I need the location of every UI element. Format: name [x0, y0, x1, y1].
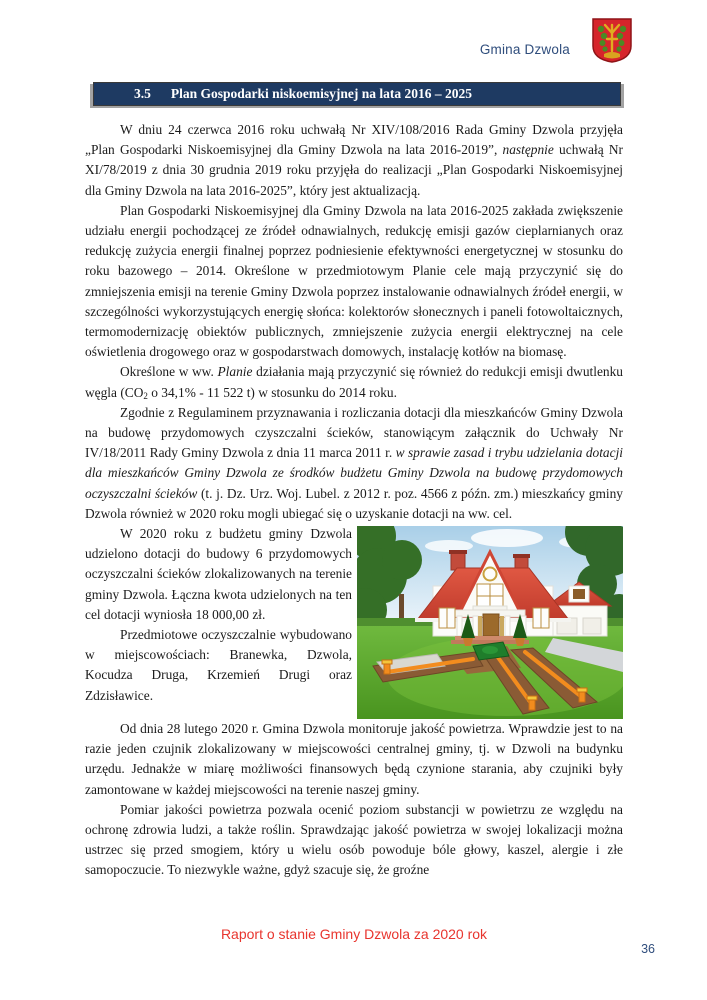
page-number: 36: [641, 942, 655, 956]
text-run: Określone w ww.: [120, 364, 218, 380]
text-run: Plan Gospodarki Niskoemisyjnej dla Gminy Dzwola na lata 2016-2025 zakłada zwiększenie udziału energii pochodzącej ze źródeł odnawialnych, redukcję emisji gazów cieplarnianych oraz redukcję zużycia energii finalnej poprzez podniesienie efektywności energetycznej w stosunku do roku bazowego – 2014. Określone w przedmiotowym Planie cele mają przyczynić się do zmniejszenia emisji na terenie Gminy Dzwola poprzez instalowanie odnawialnych źródeł energii, w szczególności wykorzystujących energię słońca: kolektorów słonecznych i paneli fotowoltaicznych, termomodernizację obiektów publicznych, zmniejszenie zużycia energii elektrycznej na cele oświetlenia drogowego oraz w gospodarstwach domowych, instalację kotłów na biomasę.: [85, 202, 623, 360]
municipality-name: Gmina Dzwola: [479, 42, 570, 57]
text-run-italic: w sprawie zasad i trybu udzielania dotacji dla mieszkańców Gminy Dzwola ze środków budżetu Gminy Dzwola na budowę przydomowych oczyszczalni ścieków: [85, 445, 624, 501]
text-image-row: [85, 524, 623, 719]
section-number: 3.5: [134, 86, 151, 101]
text-run: Zgodnie z Regulaminem przyznawania i rozliczania dotacji dla mieszkańców Gminy Dzwola na budowę przydomowych czyszczalni ścieków, stanowiącym załącznik do Uchwały Nr IV/18/2011 Rady Gminy Dzwola z dnia 11 marca 2011 r.: [85, 404, 623, 461]
left-text-column: [85, 524, 352, 706]
document-body: [85, 120, 623, 881]
footer-report-title: Raport o stanie Gminy Dzwola za 2020 rok: [220, 926, 488, 942]
paragraph-co2-reduction: [85, 362, 623, 402]
section-title: Plan Gospodarki niskoemisyjnej na lata 2016 – 2025: [170, 86, 473, 101]
text-run: uchwałą Nr XI/78/2019 z dnia 30 grudnia 2019 roku przyjęła do realizacji „Plan Gospodarki Niskoemisyjnej dla Gminy Dzwola na lata 2016-2025”, który jest aktualizacją.: [85, 142, 623, 198]
section-heading: [93, 82, 621, 106]
text-run: W dniu 24 czerwca 2016 roku uchwałą Nr XIV/108/2016 Rada Gminy Dzwola przyjęła „Plan Gospodarki Niskoemisyjnej dla Gminy Dzwola na lata 2016-2019”,: [85, 122, 623, 158]
coat-of-arms-icon: [590, 16, 634, 64]
paragraph-plan-adoption: [85, 120, 623, 201]
paragraph-grant-rules: [85, 403, 623, 524]
text-run: Od dnia 28 lutego 2020 r. Gmina Dzwola monitoruje jakość powietrza. Wprawdzie jest to na razie jeden czujnik zlokalizowany w miejscowości centralnej gminy, tj. w Dzwoli na budynku urzędu. Jednakże w miarę możliwości finansowych będą czynione starania, aby czujniki były zamontowane w każdej miejscowości na terenie naszej gminy.: [85, 721, 623, 797]
text-run-italic: następnie: [502, 142, 554, 158]
text-run: (t. j. Dz. Urz. Woj. Lubel. z 2012 r. poz. 4566 z późn. zm.) mieszkańcy gminy Dzwola również w 2020 roku mogli ubiegać się o uzyskanie dotacji na ww. cel.: [85, 485, 623, 521]
text-run: W 2020 roku z budżetu gminy Dzwola udzielono dotacji do budowy 6 przydomowych oczyszczalni ścieków zlokalizowanych na terenie gminy Dzwola. Łączna kwota udzielonych na ten cel dotacji wyniosła 18 000,00 zł.: [85, 526, 352, 622]
paragraph-grants-2020: [85, 524, 352, 625]
paragraph-plan-goals: [85, 201, 623, 363]
text-run-italic: Planie: [217, 364, 253, 380]
paragraph-air-monitoring: [85, 719, 623, 800]
text-run: działania mają przyczynić się również do redukcji emisji dwutlenku węgla (CO: [85, 364, 623, 400]
text-run: Przedmiotowe oczyszczalnie wybudowano w miejscowościach: Branewka, Dzwola, Kocudza Druga, Krzemień Drugi oraz Zdzisławice.: [85, 627, 352, 703]
text-run: Pomiar jakości powietrza pozwala ocenić poziom substancji w powietrzu ze względu na ochronę zdrowia ludzi, a także roślin. Sprawdzając jakość powietrza w swojej lokalizacji można ustrzec się przed smogiem, który u wielu osób powoduje bóle głowy, kaszel, alergie i złe samopoczucie. To niezwykle ważne, gdyż szacuje się, że groźne: [85, 801, 623, 878]
paragraph-air-quality: [85, 800, 623, 881]
text-run: o 34,1% - 11 522 t) w stosunku do 2014 roku.: [147, 384, 397, 400]
septic-system-illustration: [357, 526, 623, 719]
text-run-subscript: 2: [143, 390, 148, 401]
paragraph-locations: [85, 625, 352, 706]
